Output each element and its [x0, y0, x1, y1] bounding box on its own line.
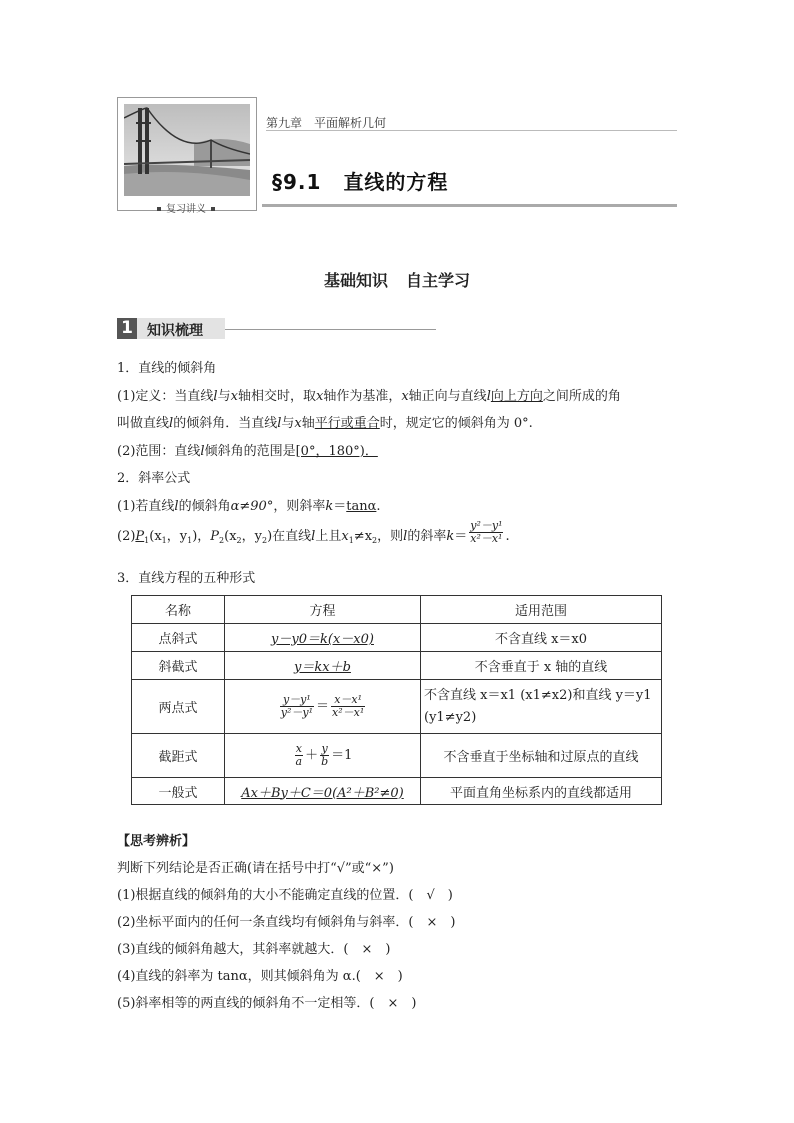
definition-line-1: (1)定义：当直线l与x轴相交时，取x轴作为基准，x轴正向与直线l向上方向之间所成的角 [117, 389, 621, 404]
form-range: 不含直线 x＝x1 (x1≠x2)和直线 y＝y1 (y1≠y2) [421, 680, 662, 734]
form-name: 截距式 [132, 734, 225, 778]
table-header: 方程 [225, 596, 421, 624]
form-name: 点斜式 [132, 624, 225, 652]
heading-inclination: 1．直线的倾斜角 [117, 361, 217, 376]
review-tag-label: 复习讲义 [166, 204, 206, 215]
table-header: 适用范围 [421, 596, 662, 624]
think-intro: 判断下列结论是否正确(请在括号中打“√”或“×”) [117, 861, 394, 876]
knowledge-divider [225, 329, 436, 330]
knowledge-badge: 1 [117, 318, 137, 339]
main-heading-left: 基础知识 [323, 271, 388, 290]
slope-line-2: $(2)P_1(x_1$，$y_1$)，$P_2(x_2$，$y_2$)在直线l上且$x_1\ne x_2$，则l的斜率k＝ $\frac{\text{y²－y¹}}{\text{x²－x¹}}$ . [117, 519, 510, 545]
form-equation: y－y0＝k(x－x0) [225, 624, 421, 652]
form-equation: Ax＋By＋C＝0(A²＋B²≠0) [225, 778, 421, 805]
form-name: 两点式 [132, 680, 225, 734]
think-question: (5)斜率相等的两直线的倾斜角不一定相等．( × ) [117, 996, 417, 1011]
section-name: 直线的方程 [343, 170, 449, 194]
heading-slope: 2．斜率公式 [117, 471, 191, 486]
title-underline [262, 204, 677, 207]
table-row [132, 652, 662, 680]
table-row [132, 734, 662, 778]
form-name: 斜截式 [132, 652, 225, 680]
think-question: (4)直线的斜率为 tanα，则其倾斜角为 α.( × ) [117, 969, 403, 984]
review-tag [117, 200, 255, 215]
form-name: 一般式 [132, 778, 225, 805]
form-range: 不含垂直于 x 轴的直线 [421, 652, 662, 680]
form-range: 不含垂直于坐标轴和过原点的直线 [421, 734, 662, 778]
think-question: (2)坐标平面内的任何一条直线均有倾斜角与斜率．( × ) [117, 915, 456, 930]
form-range: 不含直线 x＝x0 [421, 624, 662, 652]
form-equation: y＝kx＋b [225, 652, 421, 680]
form-equation: $\frac{x}{a}$ ＋ $\frac{y}{b}$ ＝1 [225, 734, 421, 778]
form-equation: $\frac{\text{y－y¹}}{\text{y²－y¹}}$ ＝ $\frac{\text{x－x¹}}{\text{x²－x¹}}$ [225, 680, 421, 734]
table-row [132, 778, 662, 805]
line-forms-table [131, 595, 662, 805]
bridge-photo [124, 104, 250, 196]
main-heading [0, 268, 794, 291]
table-header: 名称 [132, 596, 225, 624]
definition-line-2: 叫做直线l的倾斜角．当直线l与x轴平行或重合时，规定它的倾斜角为 0°. [117, 416, 533, 431]
think-title: 【思考辨析】 [117, 834, 196, 849]
chapter-divider [266, 130, 677, 131]
slope-line-1: (1)若直线l的倾斜角α≠90°，则斜率k＝tanα. [117, 499, 381, 514]
range-line: (2)范围：直线l倾斜角的范围是[0°，180°)． [117, 444, 378, 459]
heading-five-forms: 3．直线方程的五种形式 [117, 571, 256, 586]
chapter-label: 第九章 平面解析几何 [266, 116, 387, 130]
table-row [132, 624, 662, 652]
section-number: §9.1 [272, 170, 322, 194]
think-question: (3)直线的倾斜角越大，其斜率就越大．( × ) [117, 942, 391, 957]
section-title [272, 166, 448, 195]
table-header-row [132, 596, 662, 624]
knowledge-title: 知识梳理 [147, 323, 203, 339]
form-range: 平面直角坐标系内的直线都适用 [421, 778, 662, 805]
main-heading-right: 自主学习 [406, 271, 471, 290]
think-question: (1)根据直线的倾斜角的大小不能确定直线的位置．( √ ) [117, 888, 453, 903]
table-row [132, 680, 662, 734]
